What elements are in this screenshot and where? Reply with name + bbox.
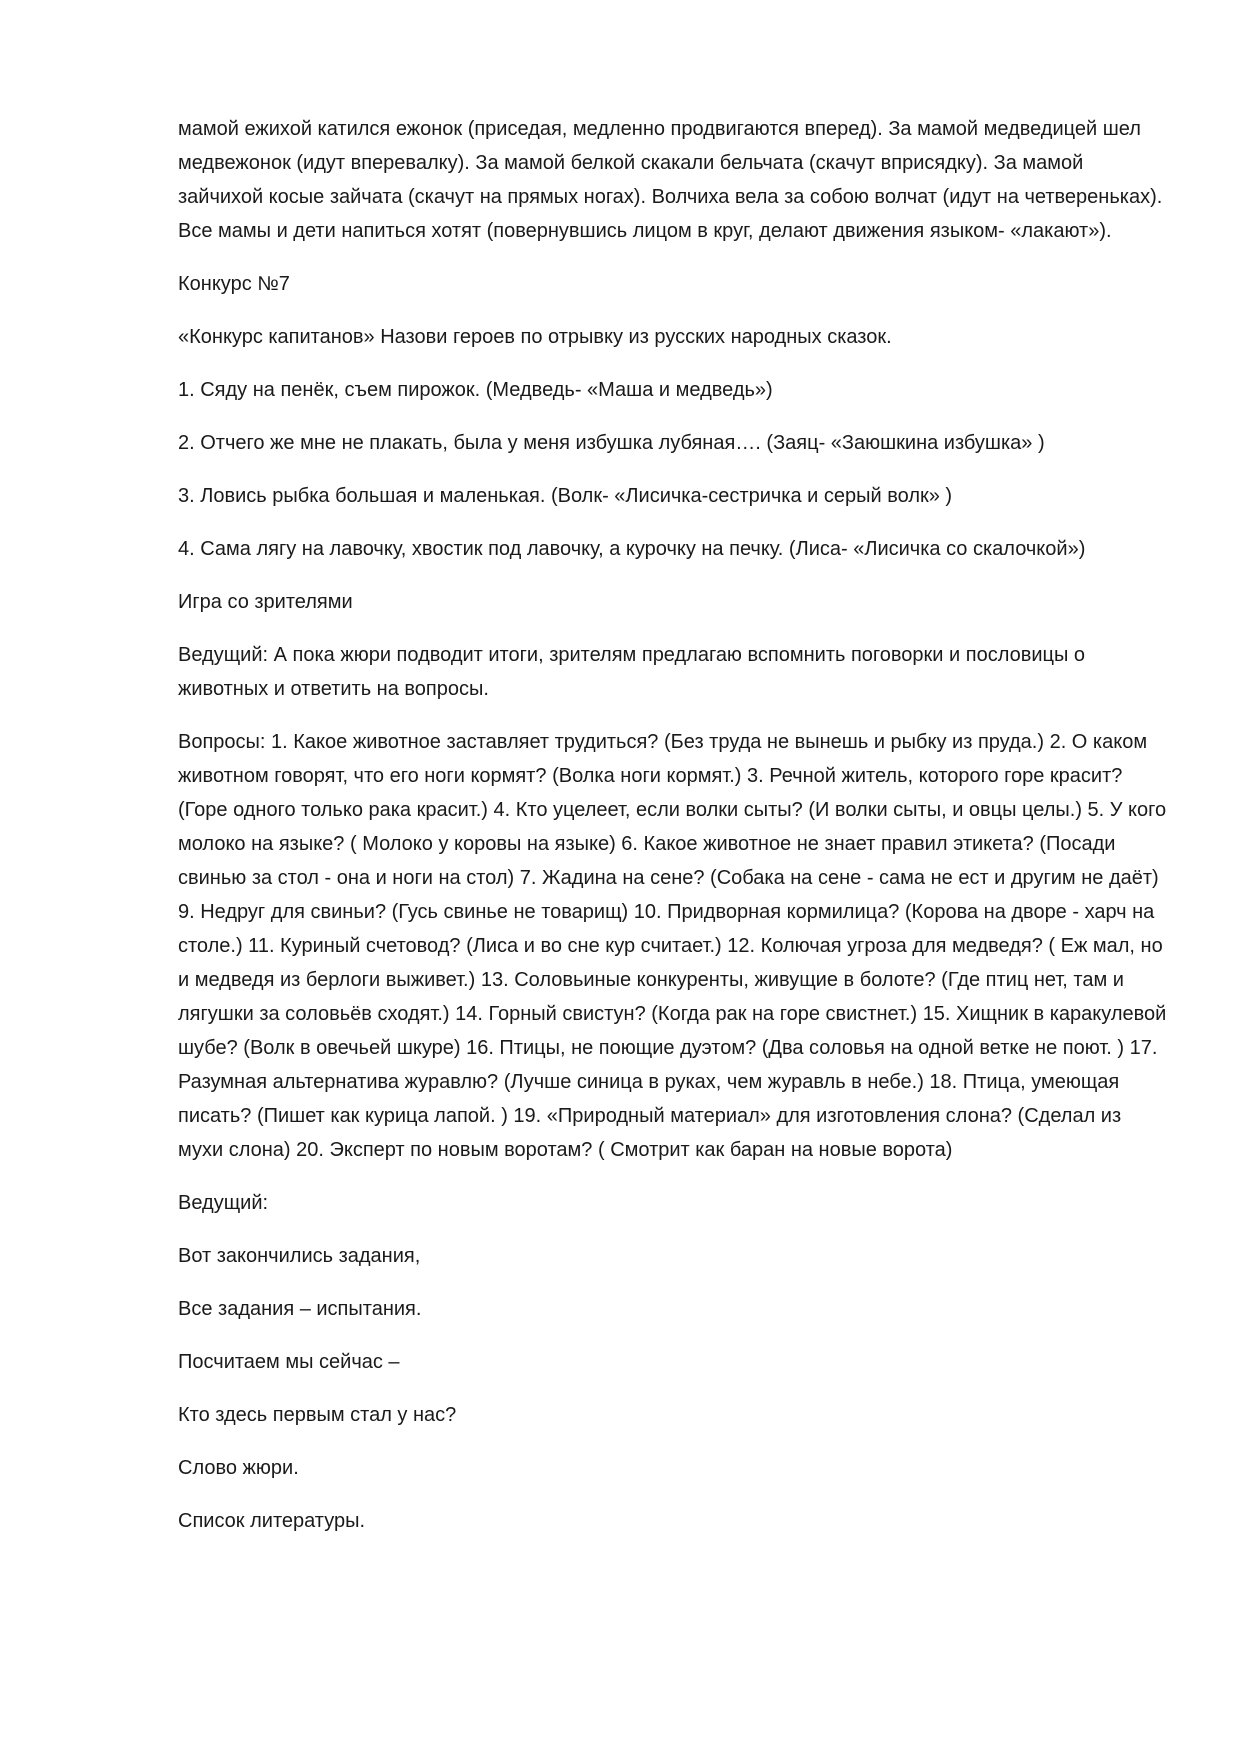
list-item-3: 3. Ловись рыбка большая и маленькая. (Волк- «Лисичка-сестричка и серый волк» ) <box>178 485 953 507</box>
contest-heading: Конкурс №7 <box>178 273 290 295</box>
verse-line-4: Кто здесь первым стал у нас? <box>178 1404 457 1426</box>
jury-line: Слово жюри. <box>178 1457 299 1479</box>
document-page <box>178 112 1168 1557</box>
paragraph-intro: мамой ежихой катился ежонок (приседая, медленно продвигаются вперед). За мамой медведицей шел медвежонок (идут вперевалку). За мамой белкой скакали бельчата (скачут вприсядку). За мамой зайчихой косые зайчата (скачут на прямых ногах). Волчиха вела за собою волчат (идут на четвереньках). Все мамы и дети напиться хотят (повернувшись лицом в круг, делают движения языком- «лакают»). <box>178 118 1163 242</box>
questions-paragraph: Вопросы: 1. Какое животное заставляет трудиться? (Без труда не вынешь и рыбку из пруда.) 2. О каком животном говорят, что его ноги кормят? (Волка ноги кормят.) 3. Речной житель, которого горе красит? (Горе одного только рака красит.) 4. Кто уцелеет, если волки сыты? (И волки сыты, и овцы целы.) 5. У кого молоко на языке? ( Молоко у коровы на языке) 6. Какое животное не знает правил этикета? (Посади свинью за стол - она и ноги на стол) 7. Жадина на сене? (Собака на сене - сама не ест и другим не даёт) 9. Недруг для свиньи? (Гусь свинье не товарищ) 10. Придворная кормилица? (Корова на дворе - харч на столе.) 11. Куриный счетовод? (Лиса и во сне кур считает.) 12. Колючая угроза для медведя? ( Еж мал, но и медведя из берлоги выживет.) 13. Соловьиные конкуренты, живущие в болоте? (Где птиц нет, там и лягушки за соловьёв сходят.) 14. Горный свистун? (Когда рак на горе свистнет.) 15. Хищник в каракулевой шубе? (Волк в овечьей шкуре) 16. Птицы, не поющие дуэтом? (Два соловья на одной ветке не поют. ) 17. Разумная альтернатива журавлю? (Лучше синица в руках, чем журавль в небе.) 18. Птица, умеющая писать? (Пишет как курица лапой. ) 19. «Природный материал» для изготовления слона? (Сделал из мухи слона) 20. Эксперт по новым воротам? ( Смотрит как баран на новые ворота) <box>178 731 1167 1161</box>
host-label: Ведущий: <box>178 1192 269 1214</box>
game-heading: Игра со зрителями <box>178 591 353 613</box>
list-item-2: 2. Отчего же мне не плакать, была у меня избушка лубяная…. (Заяц- «Заюшкина избушка» ) <box>178 432 1045 454</box>
verse-line-1: Вот закончились задания, <box>178 1245 421 1267</box>
contest-title: «Конкурс капитанов» Назови героев по отрывку из русских народных сказок. <box>178 326 892 348</box>
list-item-4: 4. Сама лягу на лавочку, хвостик под лавочку, а курочку на печку. (Лиса- «Лисичка со скалочкой») <box>178 538 1086 560</box>
verse-line-2: Все задания – испытания. <box>178 1298 422 1320</box>
list-item-1: 1. Сяду на пенёк, съем пирожок. (Медведь- «Маша и медведь») <box>178 379 773 401</box>
verse-line-3: Посчитаем мы сейчас – <box>178 1351 400 1373</box>
literature-heading: Список литературы. <box>178 1510 366 1532</box>
host-intro: Ведущий: А пока жюри подводит итоги, зрителям предлагаю вспомнить поговорки и пословицы о животных и ответить на вопросы. <box>178 644 1086 700</box>
